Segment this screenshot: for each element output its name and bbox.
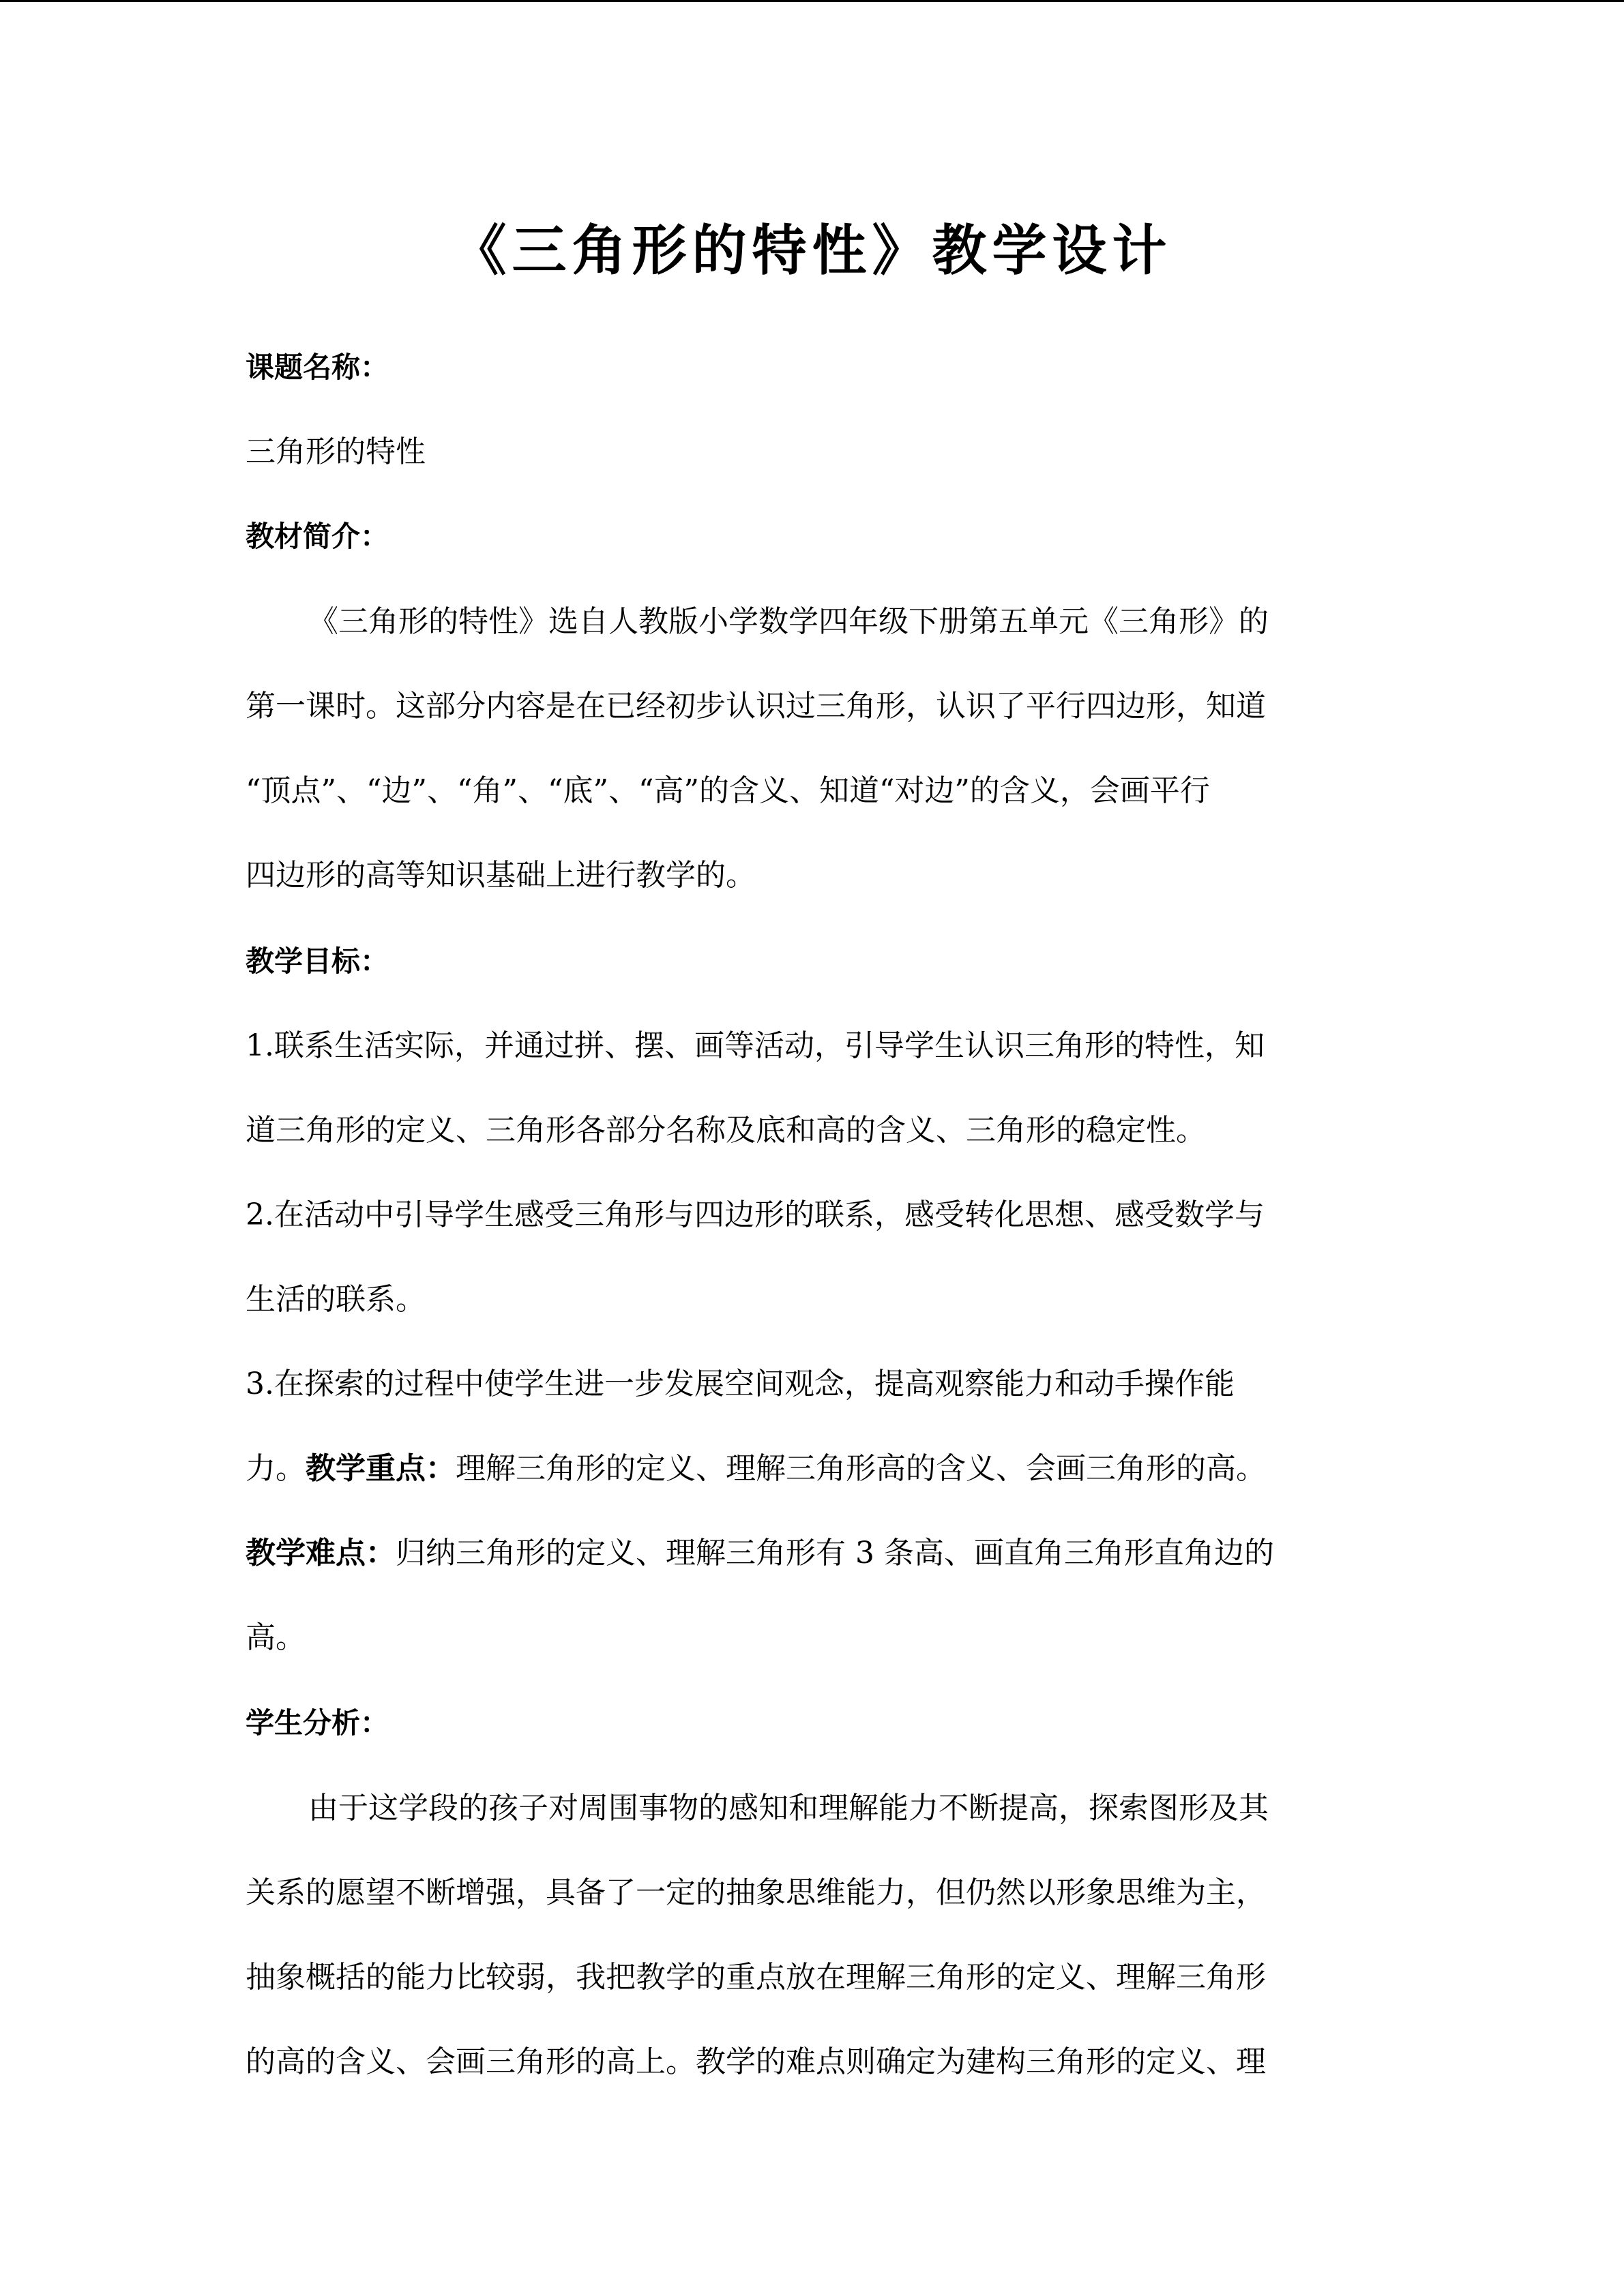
difficulty-text: 归纳三角形的定义、理解三角形有 3 条高、画直角三角形直角边的 xyxy=(396,1536,1274,1570)
textbook-paragraph-line: “顶点”、“边”、“角”、“底”、“高”的含义、知道“对边”的含义，会画平行 xyxy=(246,773,1210,808)
goal-line: 3.在探索的过程中使学生进一步发展空间观念，提高观察能力和动手操作能 xyxy=(246,1367,1235,1401)
goal-line: 生活的联系。 xyxy=(246,1282,426,1317)
goals-heading: 教学目标： xyxy=(246,944,389,978)
students-paragraph-line: 抽象概括的能力比较弱，我把教学的重点放在理解三角形的定义、理解三角形 xyxy=(246,1960,1266,1995)
goal-line: 道三角形的定义、三角形各部分名称及底和高的含义、三角形的稳定性。 xyxy=(246,1113,1206,1148)
goal-line: 2.在活动中引导学生感受三角形与四边形的联系，感受转化思想、感受数学与 xyxy=(246,1197,1265,1232)
course-name-text: 三角形的特性 xyxy=(246,434,426,469)
top-border-line xyxy=(0,0,1624,2)
key-point-line xyxy=(246,1442,1364,1496)
students-paragraph-line: 关系的愿望不断增强，具备了一定的抽象思维能力，但仍然以形象思维为主， xyxy=(246,1875,1266,1910)
students-paragraph-line: 的高的含义、会画三角形的高上。教学的难点则确定为建构三角形的定义、理 xyxy=(246,2044,1266,2079)
key-point-label: 教学重点： xyxy=(306,1451,456,1486)
textbook-paragraph-line: 四边形的高等知识基础上进行教学的。 xyxy=(246,858,756,893)
difficulty-line xyxy=(246,1526,1364,1581)
goal-line: 1.联系生活实际，并通过拼、摆、画等活动，引导学生认识三角形的特性，知 xyxy=(246,1028,1265,1063)
key-line-prefix: 力。 xyxy=(246,1451,306,1486)
key-point-text: 理解三角形的定义、理解三角形高的含义、会画三角形的高。 xyxy=(456,1451,1266,1486)
course-name-heading: 课题名称： xyxy=(246,351,389,384)
textbook-paragraph-line: 第一课时。这部分内容是在已经初步认识过三角形，认识了平行四边形，知道 xyxy=(246,689,1266,724)
textbook-paragraph-line: 《三角形的特性》选自人教版小学数学四年级下册第五单元《三角形》的 xyxy=(308,604,1269,639)
document-title: 《三角形的特性》教学设计 xyxy=(452,219,1172,282)
difficulty-label: 教学难点： xyxy=(246,1536,396,1570)
textbook-heading: 教材简介： xyxy=(246,520,389,553)
difficulty-tail: 高。 xyxy=(246,1620,306,1655)
students-heading: 学生分析： xyxy=(246,1706,389,1740)
students-paragraph-line: 由于这学段的孩子对周围事物的感知和理解能力不断提高，探索图形及其 xyxy=(308,1791,1269,1825)
